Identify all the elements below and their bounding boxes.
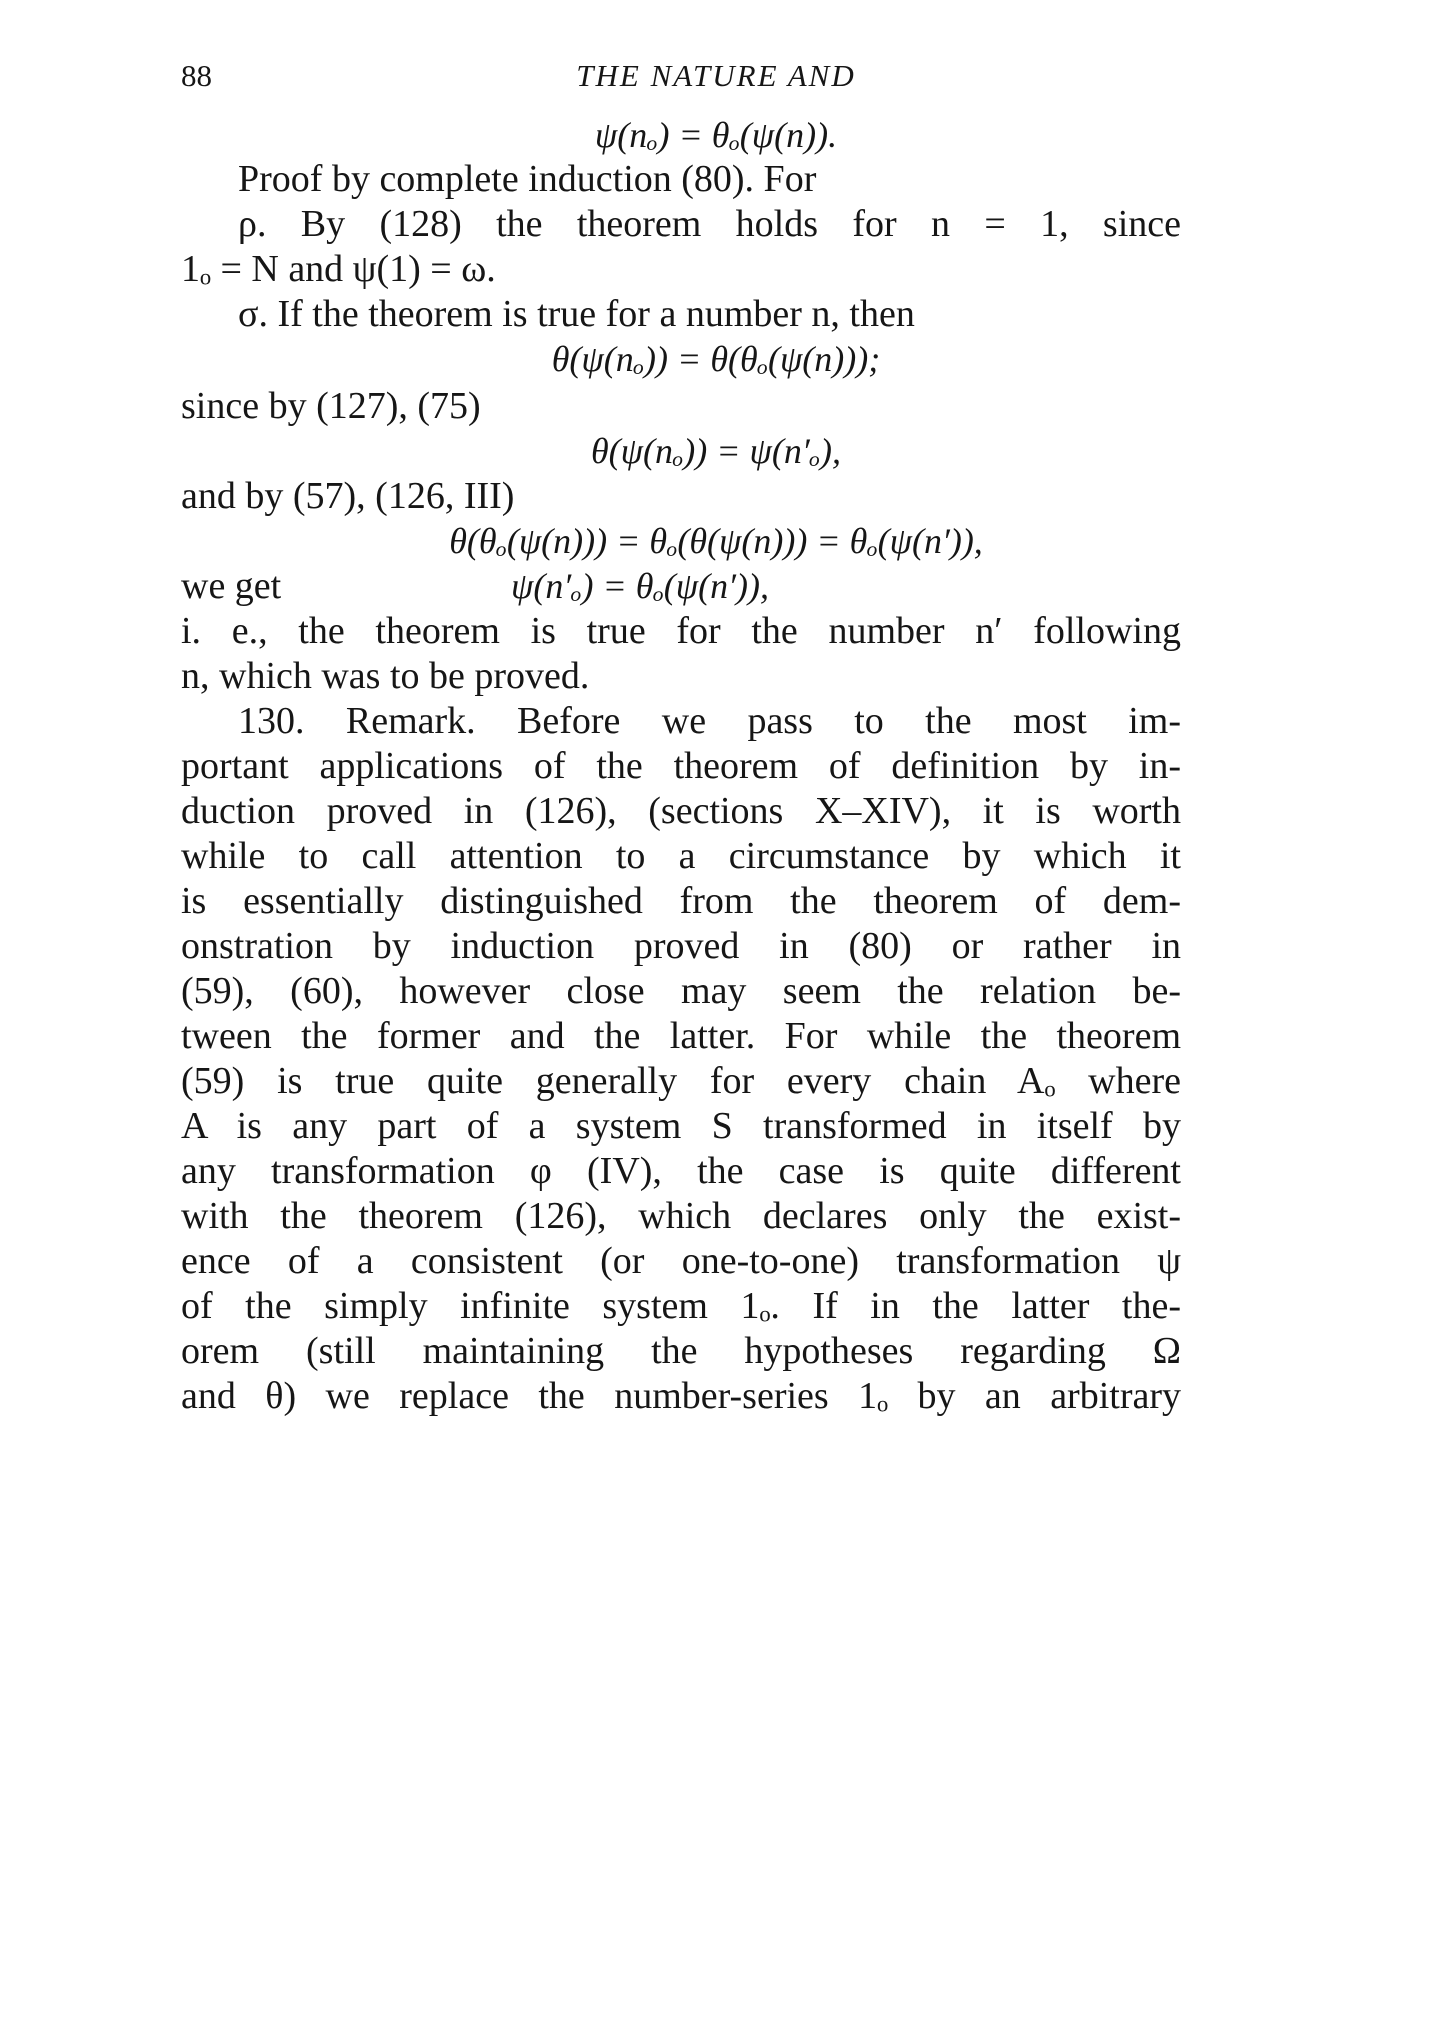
- text-line: of the simply infinite system 1ₒ. If in the latter the-: [181, 1285, 1181, 1327]
- text-line: ence of a consistent (or one-to-one) transformation ψ: [181, 1240, 1181, 1282]
- text-line: with the theorem (126), which declares only the exist-: [181, 1195, 1181, 1237]
- text-line: since by (127), (75): [181, 385, 481, 427]
- we-get-line: [181, 563, 1181, 609]
- formula-line: θ(ψ(nₒ)) = θ(θₒ(ψ(n)));: [551, 339, 881, 379]
- text-line: 130. Remark. Before we pass to the most im-: [238, 700, 1181, 742]
- running-head: THE NATURE AND: [576, 58, 856, 93]
- text-line: orem (still maintaining the hypotheses regarding Ω: [181, 1330, 1181, 1372]
- text-line: A is any part of a system S transformed in itself by: [181, 1105, 1181, 1147]
- text-line: ρ. By (128) the theorem holds for n = 1, since: [238, 203, 1181, 245]
- text-line: 1ₒ = N and ψ(1) = ω.: [181, 248, 496, 290]
- we-get-label: we get: [181, 565, 282, 607]
- text-line: is essentially distinguished from the theorem of dem-: [181, 880, 1181, 922]
- text-line: any transformation φ (IV), the case is quite different: [181, 1150, 1181, 1192]
- formula-line: ψ(nₒ) = θₒ(ψ(n)).: [594, 115, 838, 155]
- text-line: and θ) we replace the number-series 1ₒ by an arbitrary: [181, 1375, 1181, 1417]
- text-line: (59), (60), however close may seem the relation be-: [181, 970, 1181, 1012]
- text-line: portant applications of the theorem of definition by in-: [181, 745, 1181, 787]
- formula-line: θ(θₒ(ψ(n))) = θₒ(θ(ψ(n))) = θₒ(ψ(n′)),: [449, 521, 983, 561]
- text-line: i. e., the theorem is true for the number n′ following: [181, 610, 1181, 652]
- text-line: while to call attention to a circumstance by which it: [181, 835, 1181, 877]
- text-line: onstration by induction proved in (80) or rather in: [181, 925, 1181, 967]
- text-line: and by (57), (126, III): [181, 475, 515, 517]
- text-line: duction proved in (126), (sections X–XIV), it is worth: [181, 790, 1181, 832]
- text-line: σ. If the theorem is true for a number n, then: [238, 293, 915, 335]
- text-line: (59) is true quite generally for every chain Aₒ where: [181, 1060, 1181, 1102]
- text-line: tween the former and the latter. For while the theorem: [181, 1015, 1181, 1057]
- formula-line: θ(ψ(nₒ)) = ψ(n′ₒ),: [590, 431, 842, 471]
- we-get-formula: ψ(n′ₒ) = θₒ(ψ(n′)),: [511, 566, 769, 606]
- text-line: Proof by complete induction (80). For: [238, 158, 817, 200]
- page-number: 88: [181, 58, 212, 93]
- text-line: n, which was to be proved.: [181, 655, 590, 697]
